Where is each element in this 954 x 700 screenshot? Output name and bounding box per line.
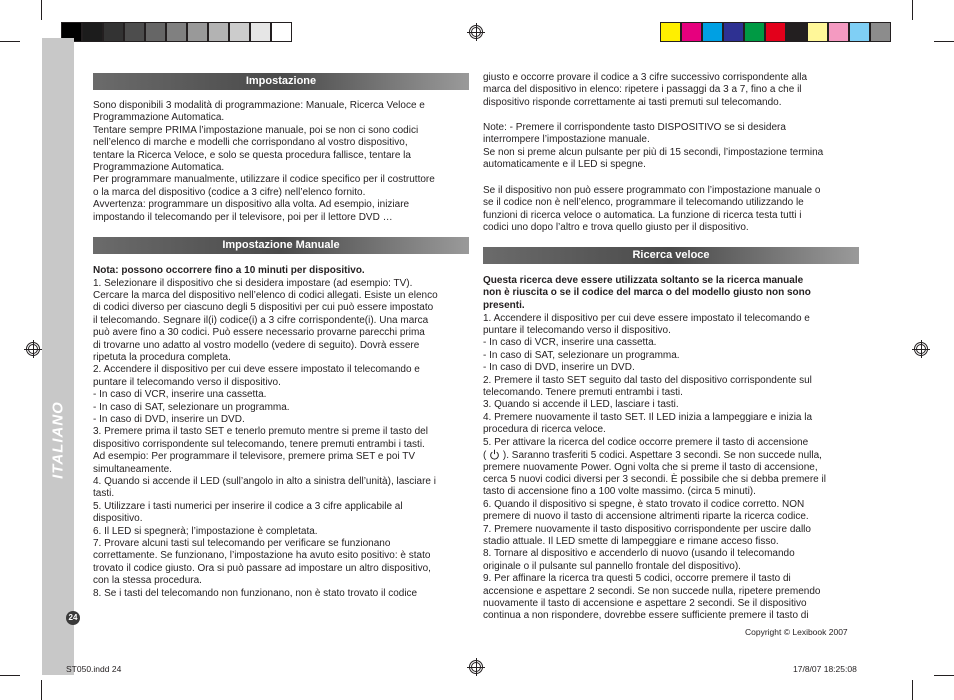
footer-datetime: 17/8/07 18:25:08 bbox=[793, 664, 857, 674]
copyright-text: Copyright © Lexibook 2007 bbox=[745, 627, 848, 637]
color-swatch bbox=[660, 22, 681, 42]
crop-mark bbox=[0, 675, 20, 676]
manuale-note: Nota: possono occorrere fino a 10 minuti per dispositivo. bbox=[93, 265, 365, 276]
manuale-note-text: Note: - Premere il corrispondente tasto DISPOSITIVO se si desidera interrompere l’impostazione manuale. Se non si preme alcun pulsante per più di 15 secondi, l’impostazione termina automaticamente e il LED si spegne. bbox=[483, 122, 824, 171]
language-label: ITALIANO bbox=[49, 401, 67, 479]
ricerca-body-c: premere nuovamente Power. Ogni volta che si preme il tasto di accensione, cerca 5 nuovi codici diversi per 3 secondi. È possibile che si debba premere il tasto di accensione fino a 100 volte massimo. (circa 5 minuti). 6. Quando il dispositivo si spegne, è stato trovato il codice corretto. NON premere di nuovo il tasto di accensione altrimenti riparte la ricerca codice. 7. Premere nuovamente il tasto dispositivo corrispondente per uscire dallo stadio attuale. Il LED smette di lampeggiare e rimane acceso fisso. 8. Tornare al dispositivo e accenderlo di nuovo (usando il telecomando originale o il pulsante sul pannello frontale del dispositivo). 9. Per affinare la ricerca tra questi 5 codici, occorre premere il tasto di accensione e aspettare 2 secondi. Se non succede nulla, ripetere premendo nuovamente il tasto di accensione e aspettare 2 secondi. Se il dispositivo continua a non rispondere, dovrebbe essere sufficiente premere il tasto di bbox=[483, 461, 826, 622]
color-swatch bbox=[229, 22, 250, 42]
registration-mark-icon bbox=[467, 23, 485, 41]
color-swatch bbox=[765, 22, 786, 42]
color-swatch bbox=[870, 22, 891, 42]
color-swatch bbox=[744, 22, 765, 42]
color-swatch bbox=[82, 22, 103, 42]
color-swatch bbox=[145, 22, 166, 42]
power-icon bbox=[489, 449, 500, 460]
color-swatch bbox=[807, 22, 828, 42]
color-swatch bbox=[271, 22, 292, 42]
manuale-body: 1. Selezionare il dispositivo che si desidera impostare (ad esempio: TV). Cercare la marca del dispositivo nell’elenco di codici allegati. Esiste un elenco di codici diverso per ciascuno degli 5 dispositivi per cui può essere impostato il telecomando. Segnare il(i) codice(i) a 3 cifre corrispondente(i). Una marca può avere fino a 30 codici. Può essere necessario provarne parecchi prima di trovarne uno adatto al vostro modello (vedere di seguito). Dovrà essere ripetuta la procedura completa. 2. Accendere il dispositivo per cui deve essere impostato il telecomando e puntare il telecomando verso il dispositivo. - In caso di VCR, inserire una cassetta. - In caso di SAT, selezionare un programma. - In caso di DVD, inserire un DVD. 3. Premere prima il tasto SET e tenerlo premuto mentre si preme il tasto del dispositivo corrispondente sul telecomando, tenere premuti entrambi i tasti. Ad esempio: Per programmare il televisore, premere prima SET e poi TV simultaneamente. 4. Quando si accende il LED (sull’angolo in alto a sinistra dell’unità), lasciare i tasti. 5. Utilizzare i tasti numerici per inserire il codice a 3 cifre applicabile al dispositivo. 6. Il LED si spegnerà; l’impostazione è completata. 7. Provare alcuni tasti sul telecomando per verificare se funzionano correttamente. Se funzionano, l’impostazione ha avuto esito positivo: è stato trovato il codice giusto. Ora si può passare ad impostare un altro dispositivo, con la stessa procedura. 8. Se i tasti del telecomando non funzionano, non è stato trovato il codice bbox=[93, 277, 438, 599]
footer-file-name: ST050.indd 24 bbox=[66, 664, 122, 674]
manuale-continued: giusto e occorre provare il codice a 3 cifre successivo corrispondente alla marca del dispositivo in elenco: ripetere i passaggi da 3 a 7, fino a che il dispositivo risponde correttamente ai tasti premuti sul telecomando. bbox=[483, 72, 808, 108]
ricerca-body-a: 1. Accendere il dispositivo per cui deve essere impostato il telecomando e puntare il telecomando verso il dispositivo. - In caso di VCR, inserire una cassetta. - In caso di SAT, selezionare un programma. - In caso di DVD, inserire un DVD. 2. Premere il tasto SET seguito dal tasto del dispositivo corrispondente sul telecomando. Tenere premuti entrambi i tasti. 3. Quando si accende il LED, lasciare i tasti. 4. Premere nuovamente il tasto SET. Il LED inizia a lampeggiare e inizia la procedura di ricerca veloce. 5. Per attivare la ricerca del codice occorre premere il tasto di accensione bbox=[483, 312, 813, 448]
color-swatch bbox=[849, 22, 870, 42]
color-swatch bbox=[786, 22, 807, 42]
section-header-ricerca-veloce: Ricerca veloce bbox=[483, 247, 859, 264]
language-sidebar bbox=[42, 38, 74, 675]
color-swatch bbox=[166, 22, 187, 42]
color-swatch bbox=[208, 22, 229, 42]
color-swatch bbox=[702, 22, 723, 42]
registration-mark-icon bbox=[912, 340, 930, 358]
ricerca-intro: Questa ricerca deve essere utilizzata soltanto se la ricerca manuale non è riuscita o se il codice del marca o del modello giusto non sono presenti. bbox=[483, 275, 811, 311]
color-swatch bbox=[103, 22, 124, 42]
color-swatch bbox=[250, 22, 271, 42]
color-swatch bbox=[828, 22, 849, 42]
registration-mark-icon bbox=[24, 340, 42, 358]
fallback-text: Se il dispositivo non può essere programmato con l’impostazione manuale o se il codice non è nell’elenco, programmare il telecomando utilizzando le funzioni di ricerca veloce o automatica. La funzione di ricerca testa tutti i codici uno dopo l’altro e trova quello giusto per il dispositivo. bbox=[483, 185, 821, 234]
crop-mark bbox=[0, 41, 20, 42]
crop-mark bbox=[41, 0, 42, 20]
crop-mark bbox=[934, 41, 954, 42]
color-swatch bbox=[124, 22, 145, 42]
crop-mark bbox=[912, 0, 913, 20]
ricerca-body-b: ( ). Saranno trasferiti 5 codici. Aspettare 3 secondi. Se non succede nulla, bbox=[483, 450, 822, 461]
registration-mark-icon bbox=[467, 658, 485, 676]
section-header-impostazione-manuale: Impostazione Manuale bbox=[93, 237, 469, 254]
crop-mark bbox=[934, 675, 954, 676]
impostazione-body: Sono disponibili 3 modalità di programmazione: Manuale, Ricerca Veloce e Programmazione Automatica. Tentare sempre PRIMA l’impostazione manuale, poi se non ci sono codici nell’elenco di marche e modelli che corrispondano al vostro dispositivo, tentare la Ricerca Veloce, e solo se questa procedura fallisce, tentare la Programmazione Automatica. Per programmare manualmente, utilizzare il codice specifico per il costruttore o la marca del dispositivo (codice a 3 cifre) nell’elenco fornito. Avvertenza: programmare un dispositivo alla volta. Ad esempio, iniziare impostando il telecomando per il televisore, poi per il lettore DVD … bbox=[93, 100, 435, 223]
crop-mark bbox=[41, 680, 42, 700]
color-swatch bbox=[723, 22, 744, 42]
section-header-impostazione: Impostazione bbox=[93, 73, 469, 90]
crop-mark bbox=[912, 680, 913, 700]
color-swatch bbox=[681, 22, 702, 42]
color-swatch bbox=[187, 22, 208, 42]
page-number-badge: 24 bbox=[66, 611, 80, 625]
